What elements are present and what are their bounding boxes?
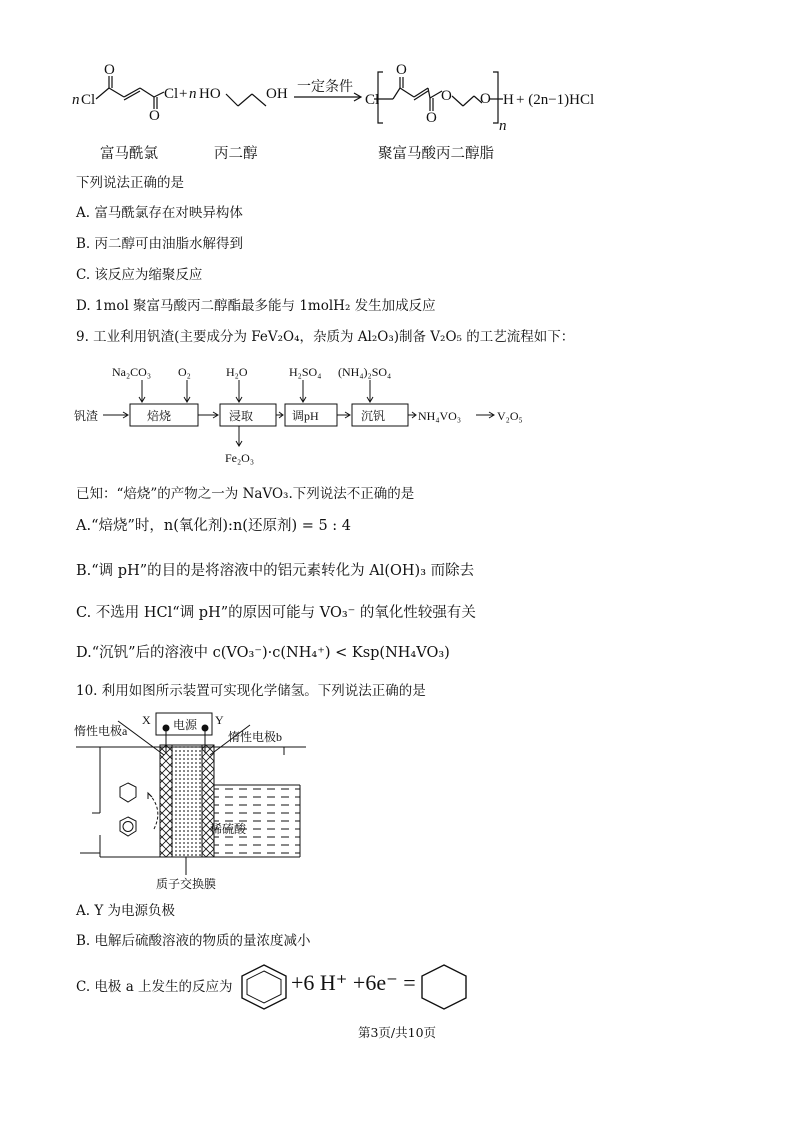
svg-text:H₂O: H₂O bbox=[226, 365, 248, 379]
label-fumaroyl-chloride: 富马酰氯 bbox=[100, 146, 158, 162]
electrode-b bbox=[202, 745, 214, 857]
q9-option-a: A.“焙烧”时，n(氧化剂):n(还原剂) = 5 : 4 bbox=[76, 518, 352, 534]
svg-text:调pH: 调pH bbox=[292, 409, 319, 423]
q9-known: 已知：“焙烧”的产物之一为 NaVO₃.下列说法不正确的是 bbox=[76, 486, 415, 502]
svg-text:O: O bbox=[426, 110, 437, 126]
svg-text:浸取: 浸取 bbox=[229, 409, 254, 423]
q8-option-d: D. 1mol 聚富马酸丙二醇酯最多能与 1molH₂ 发生加成反应 bbox=[76, 298, 436, 314]
svg-text:H: H bbox=[503, 92, 514, 108]
q10-option-b: B. 电解后硫酸溶液的物质的量浓度减小 bbox=[76, 933, 311, 949]
svg-text:O: O bbox=[149, 108, 160, 124]
q8-option-b: B. 丙二醇可由油脂水解得到 bbox=[76, 236, 244, 252]
svg-text:+ (2n−1)HCl: + (2n−1)HCl bbox=[516, 92, 595, 108]
label-propanediol: 丙二醇 bbox=[214, 146, 258, 162]
svg-text:Cl: Cl bbox=[365, 92, 380, 108]
proton-exchange-membrane bbox=[172, 745, 202, 857]
svg-text:H₂SO₄: H₂SO₄ bbox=[289, 365, 322, 379]
svg-text:(NH₄)₂SO₄: (NH₄)₂SO₄ bbox=[338, 365, 392, 379]
q10-stem: 10. 利用如图所示装置可实现化学储氢。下列说法正确的是 bbox=[76, 683, 426, 699]
q10-option-c-prefix: C. 电极 a 上发生的反应为 bbox=[76, 979, 233, 995]
q10-option-c-equation: +6 H⁺ +6e⁻ = bbox=[291, 970, 416, 995]
svg-text:焙烧: 焙烧 bbox=[147, 409, 172, 423]
svg-text:n: n bbox=[189, 86, 197, 102]
svg-text:惰性电极b: 惰性电极b bbox=[228, 730, 283, 744]
q9-option-d: D.“沉钒”后的溶液中 c(VO₃⁻)·c(NH₄⁺) < Ksp(NH₄VO₃) bbox=[76, 645, 450, 661]
svg-text:O: O bbox=[441, 88, 452, 104]
reaction-scheme bbox=[0, 55, 794, 140]
cyclohexane-icon bbox=[416, 962, 472, 1012]
svg-text:O: O bbox=[396, 62, 407, 78]
svg-text:稀硫酸: 稀硫酸 bbox=[210, 822, 247, 836]
benzene-icon bbox=[236, 962, 292, 1012]
cyclohexane-icon bbox=[120, 783, 136, 802]
q8-option-a: A. 富马酰氯存在对映异构体 bbox=[76, 205, 243, 221]
terminal-y-dot bbox=[202, 725, 208, 731]
svg-text:Cl: Cl bbox=[164, 86, 179, 102]
svg-text:X: X bbox=[142, 713, 151, 727]
sulfuric-acid-solution bbox=[214, 785, 300, 857]
q8-stem: 下列说法正确的是 bbox=[76, 175, 184, 191]
svg-text:+: + bbox=[179, 86, 188, 102]
svg-text:惰性电极a: 惰性电极a bbox=[74, 724, 128, 738]
q9-stem: 9. 工业利用钒渣(主要成分为 FeV₂O₄，杂质为 Al₂O₃)制备 V₂O₅ 的工艺流程如下： bbox=[76, 329, 575, 345]
svg-text:n: n bbox=[499, 118, 507, 134]
label-polyester: 聚富马酸丙二醇脂 bbox=[378, 146, 494, 162]
svg-text:O: O bbox=[104, 62, 115, 78]
q9-option-b: B.“调 pH”的目的是将溶液中的铝元素转化为 Al(OH)₃ 而除去 bbox=[76, 563, 475, 579]
svg-text:OH: OH bbox=[266, 86, 288, 102]
svg-text:O₂: O₂ bbox=[178, 365, 191, 379]
svg-text:Y: Y bbox=[215, 713, 224, 727]
q10-option-a: A. Y 为电源负极 bbox=[76, 903, 176, 919]
svg-text:n: n bbox=[72, 92, 80, 108]
electrode-a bbox=[160, 745, 172, 857]
q8-option-c: C. 该反应为缩聚反应 bbox=[76, 267, 203, 283]
svg-text:V₂O₅: V₂O₅ bbox=[497, 409, 523, 423]
svg-text:一定条件: 一定条件 bbox=[297, 79, 353, 95]
svg-text:电源: 电源 bbox=[173, 718, 198, 732]
svg-text:HO: HO bbox=[199, 86, 221, 102]
q9-option-c: C. 不选用 HCl“调 pH”的原因可能与 VO₃⁻ 的氧化性较强有关 bbox=[76, 605, 476, 621]
svg-text:O: O bbox=[480, 91, 491, 107]
electrolysis-diagram bbox=[70, 705, 330, 895]
svg-text:沉钒: 沉钒 bbox=[361, 409, 386, 423]
svg-text:质子交换膜: 质子交换膜 bbox=[156, 877, 217, 891]
svg-text:Cl: Cl bbox=[81, 92, 96, 108]
terminal-x-dot bbox=[163, 725, 169, 731]
svg-text:钒渣: 钒渣 bbox=[74, 409, 99, 423]
process-flow bbox=[70, 360, 540, 470]
svg-text:NH₄VO₃: NH₄VO₃ bbox=[418, 409, 462, 423]
benzene-icon bbox=[120, 817, 136, 836]
svg-text:Na₂CO₃: Na₂CO₃ bbox=[112, 365, 152, 379]
page-footer: 第3页/共10页 bbox=[357, 1025, 437, 1040]
svg-text:Fe₂O₃: Fe₂O₃ bbox=[225, 451, 255, 465]
